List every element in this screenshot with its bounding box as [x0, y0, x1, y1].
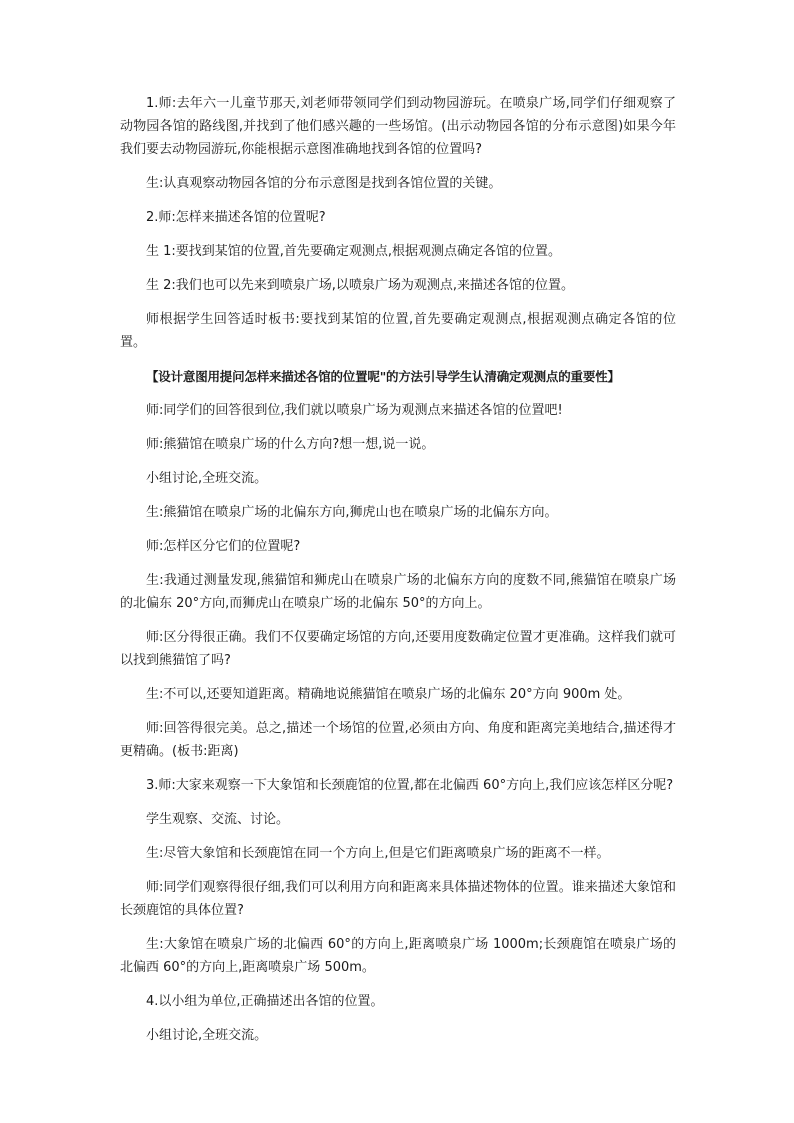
- paragraph: 生:大象馆在喷泉广场的北偏西 60°的方向上,距离喷泉广场 1000m;长颈鹿馆在喷泉广场的北偏西 60°的方向上,距离喷泉广场 500m。: [120, 937, 676, 975]
- paragraph: 生:熊猫馆在喷泉广场的北偏东方向,狮虎山也在喷泉广场的北偏东方向。: [146, 505, 558, 520]
- design-intent-note: 【设计意图用提问怎样来描述各馆的位置呢"的方法引导学生认清确定观测点的重要性】: [146, 369, 620, 384]
- paragraph: 小组讨论,全班交流。: [146, 471, 268, 486]
- paragraph: 师:同学们的回答很到位,我们就以喷泉广场为观测点来描述各馆的位置吧!: [146, 403, 563, 418]
- paragraph: 4.以小组为单位,正确描述出各馆的位置。: [146, 994, 384, 1009]
- paragraph: 生 2:我们也可以先来到喷泉广场,以喷泉广场为观测点,来描述各馆的位置。: [146, 278, 575, 293]
- paragraph: 生:我通过测量发现,熊猫馆和狮虎山在喷泉广场的北偏东方向的度数不同,熊猫馆在喷泉广场的北偏东 20°方向,而狮虎山在喷泉广场的北偏东 50°的方向上。: [120, 573, 676, 611]
- paragraph: 师根据学生回答适时板书:要找到某馆的位置,首先要确定观测点,根据观测点确定各馆的位置。: [120, 312, 676, 350]
- paragraph: 师:怎样区分它们的位置呢?: [146, 539, 301, 554]
- paragraph: 师:同学们观察得很仔细,我们可以利用方向和距离来具体描述物体的位置。谁来描述大象馆和长颈鹿馆的具体位置?: [120, 880, 676, 918]
- paragraph: 小组讨论,全班交流。: [146, 1028, 268, 1043]
- paragraph: 2.师:怎样来描述各馆的位置呢?: [146, 210, 326, 225]
- paragraph: 学生观察、交流、讨论。: [146, 812, 290, 827]
- paragraph: 生:尽管大象馆和长颈鹿馆在同一个方向上,但是它们距离喷泉广场的距离不一样。: [146, 846, 610, 861]
- document-page: [120, 92, 676, 1058]
- paragraph: 3.师:大家来观察一下大象馆和长颈鹿馆的位置,都在北偏西 60°方向上,我们应该怎样区分呢?: [146, 778, 674, 793]
- paragraph: 生:认真观察动物园各馆的分布示意图是找到各馆位置的关键。: [146, 176, 502, 191]
- paragraph: 师:熊猫馆在喷泉广场的什么方向?想一想,说一说。: [146, 437, 435, 452]
- paragraph: 生:不可以,还要知道距离。精确地说熊猫馆在喷泉广场的北偏东 20°方向 900m 处。: [146, 687, 631, 702]
- paragraph: 生 1:要找到某馆的位置,首先要确定观测点,根据观测点确定各馆的位置。: [146, 244, 562, 259]
- paragraph: 1.师:去年六一儿童节那天,刘老师带领同学们到动物园游玩。在喷泉广场,同学们仔细观察了动物园各馆的路线图,并找到了他们感兴趣的一些场馆。(出示动物园各馆的分布示意图)如果今年我们要去动物园游玩,你能根据示意图准确地找到各馆的位置吗?: [120, 96, 676, 157]
- paragraph: 师:区分得很正确。我们不仅要确定场馆的方向,还要用度数确定位置才更准确。这样我们就可以找到熊猫馆了吗?: [120, 630, 676, 668]
- paragraph: 师:回答得很完美。总之,描述一个场馆的位置,必须由方向、角度和距离完美地结合,描述得才更精确。(板书:距离): [120, 721, 676, 759]
